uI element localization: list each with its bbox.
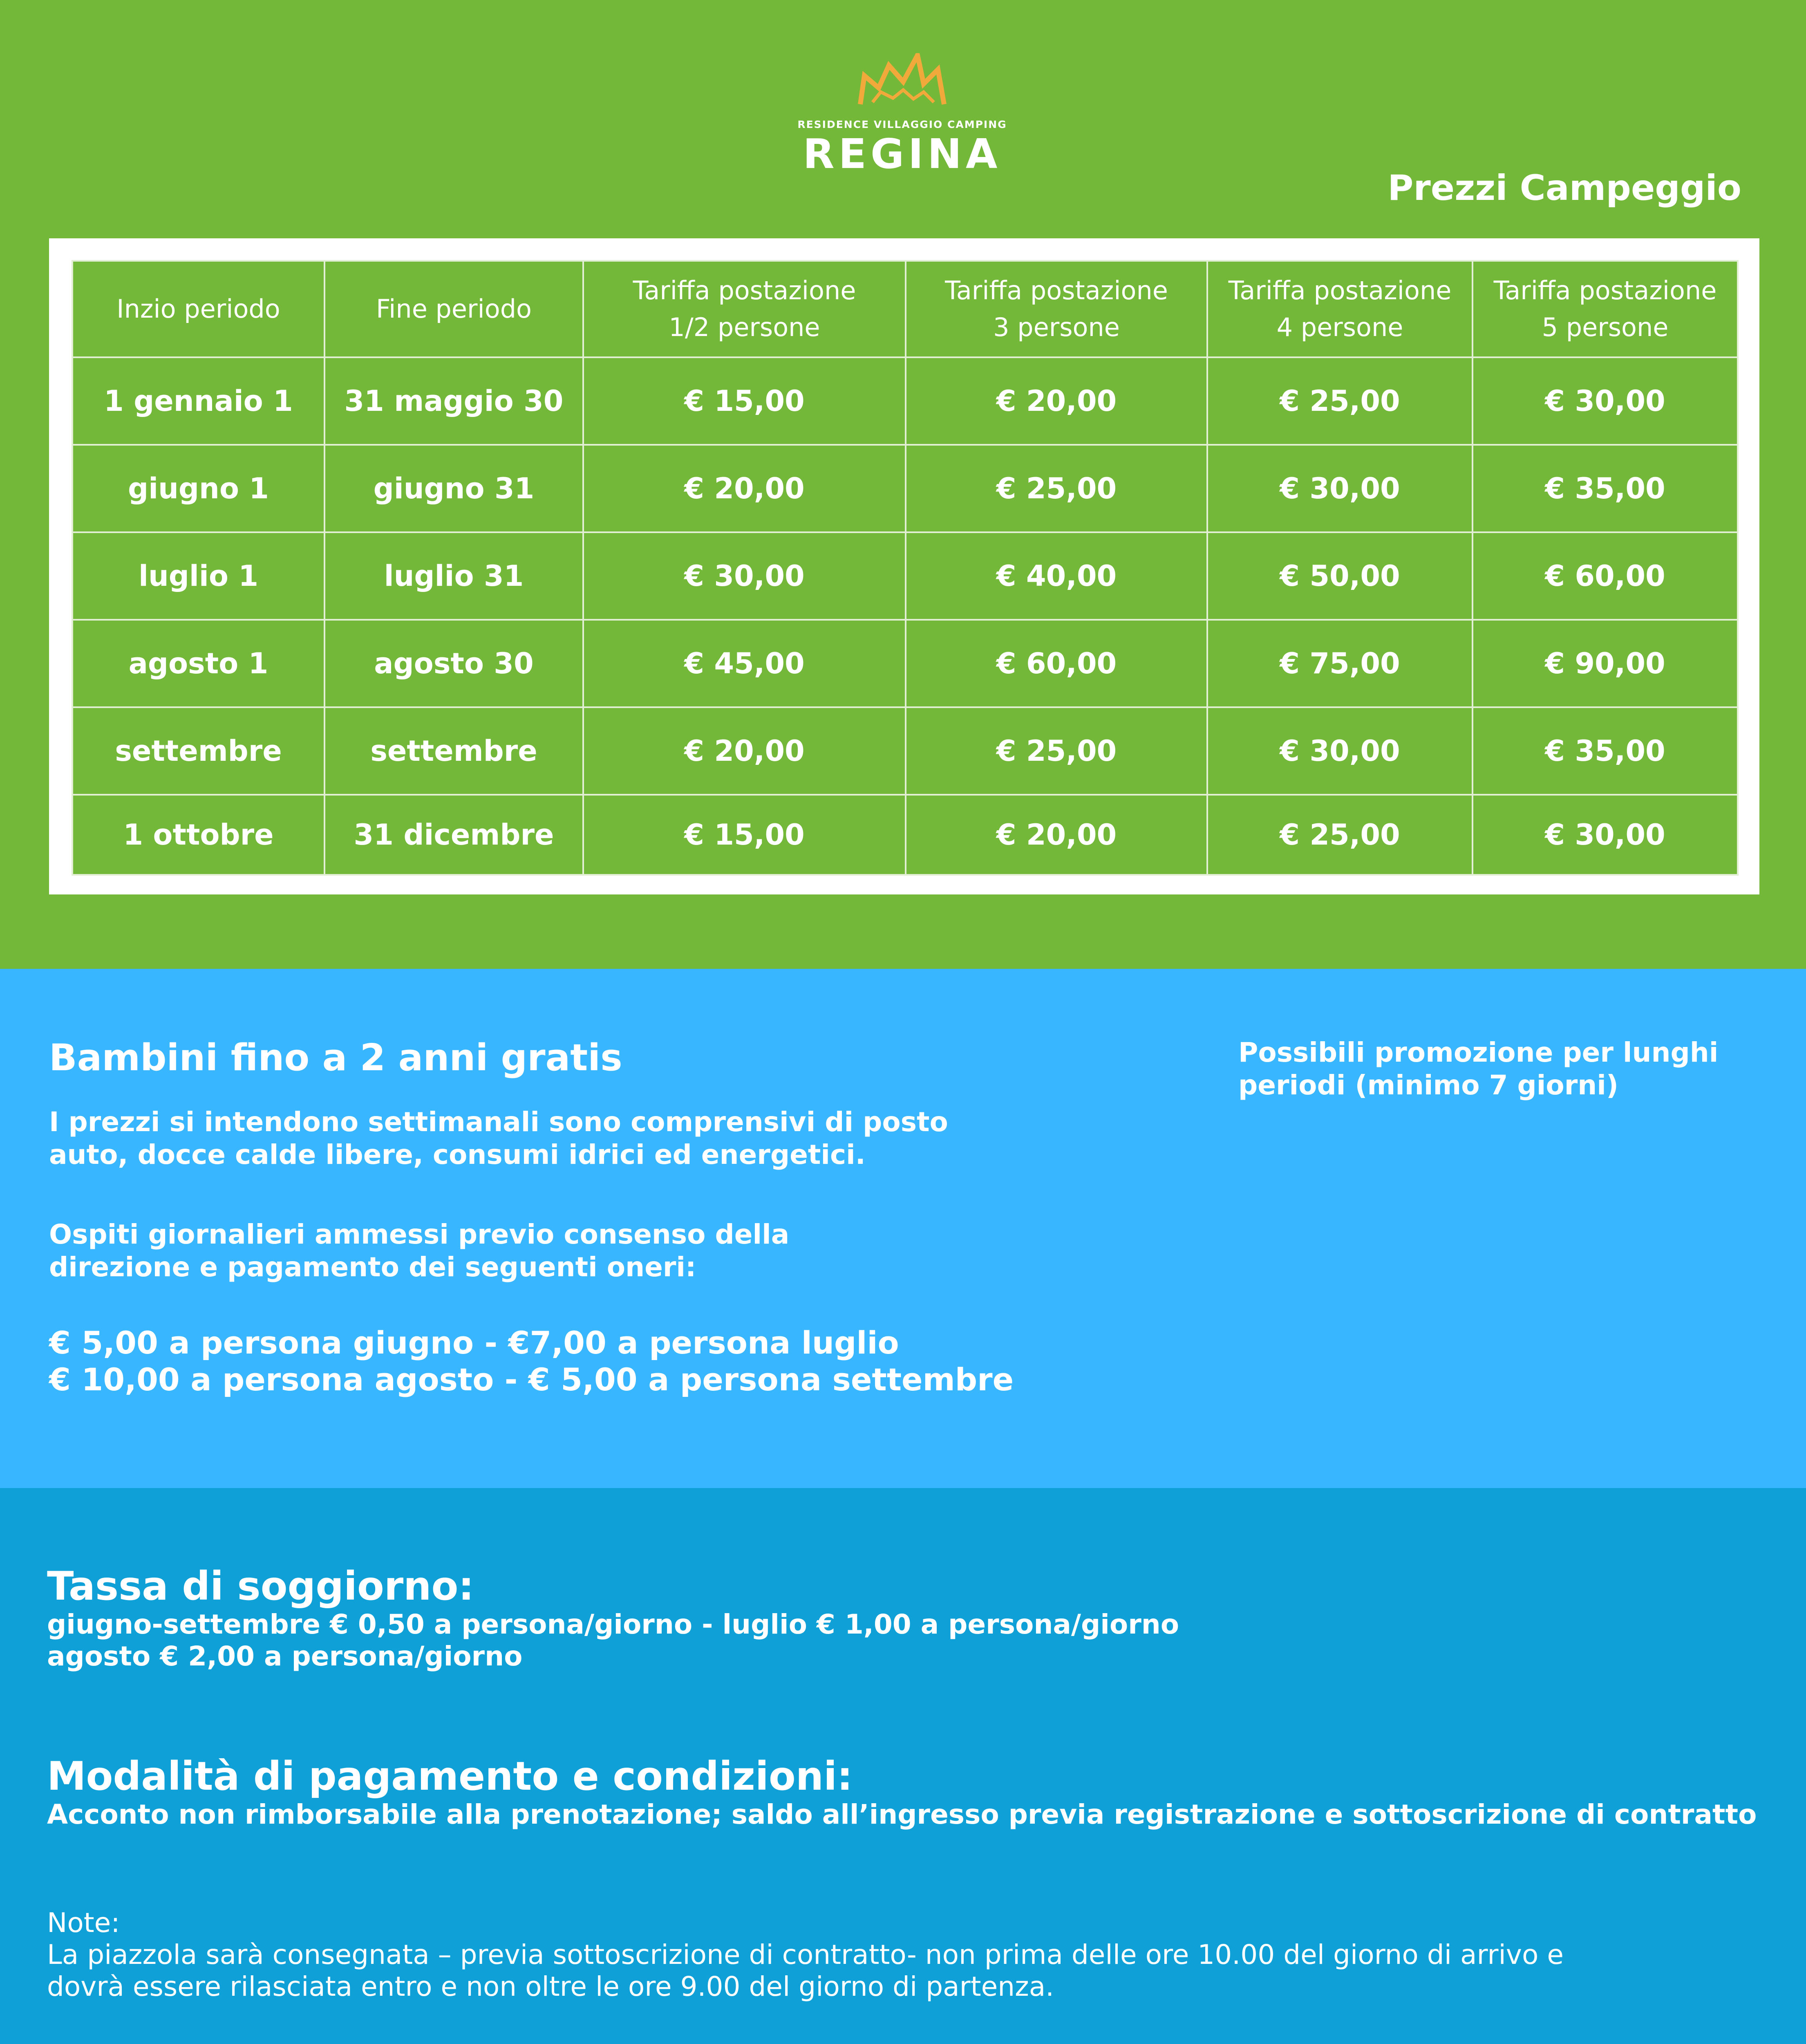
table-cell: settembre [324,707,583,795]
included-note: I prezzi si intendono settimanali sono comprensivi di posto auto, docce calde libere, consumi idrici ed energetici. [49,1106,948,1170]
header-sublabel: 5 persone [1542,312,1669,342]
table-cell: settembre [72,707,324,795]
table-cell: luglio 1 [72,532,324,620]
table-cell: luglio 31 [324,532,583,620]
table-cell: € 30,00 [1473,795,1738,875]
table-cell: 1 ottobre [72,795,324,875]
table-cell: € 35,00 [1473,707,1738,795]
table-row [72,357,1738,445]
table-row [72,620,1738,707]
table-cell: € 35,00 [1473,445,1738,532]
table-cell: € 40,00 [906,532,1207,620]
table-cell: 31 dicembre [324,795,583,875]
table-cell: € 20,00 [583,445,906,532]
kids-free-note: Bambini fino a 2 anni gratis [49,1036,622,1079]
table-cell: € 25,00 [1207,357,1473,445]
price-table [72,260,1739,876]
table-cell: € 30,00 [583,532,906,620]
header-label: Tariffa postazione [1228,276,1452,305]
table-row [72,795,1738,875]
table-cell: € 30,00 [1207,707,1473,795]
notes-line: dovrà essere rilasciata entro e non oltre le ore 9.00 del giorno di partenza. [47,1971,1054,2002]
guest-fee-line: € 5,00 a persona giugno - €7,00 a persona luglio [49,1325,899,1361]
header-sublabel: 3 persone [993,312,1120,342]
payment-heading: Modalità di pagamento e condizioni: [47,1753,853,1799]
table-cell: € 30,00 [1473,357,1738,445]
guest-fees [49,1325,1112,1398]
guest-fee-line: € 10,00 a persona agosto - € 5,00 a persona settembre [49,1361,1014,1398]
tax-line: agosto € 2,00 a persona/giorno [47,1641,523,1672]
regina-logo [774,53,1030,176]
notes [47,1907,1763,2003]
table-row [72,707,1738,795]
table-cell: € 60,00 [906,620,1207,707]
header-label: Tariffa postazione [1493,276,1717,305]
table-cell: agosto 1 [72,620,324,707]
header-end-period [324,261,583,357]
tax-heading: Tassa di soggiorno: [47,1563,474,1609]
header-label: Fine periodo [376,294,532,324]
notes-line: La piazzola sarà consegnata – previa sottoscrizione di contratto- non prima delle ore 10.00 del giorno di arrivo e [47,1939,1564,1970]
table-cell: € 90,00 [1473,620,1738,707]
table-cell: € 25,00 [1207,795,1473,875]
table-cell: € 15,00 [583,357,906,445]
header-sublabel: 1/2 persone [669,312,820,342]
table-header-row [72,261,1738,357]
table-cell: € 20,00 [906,357,1207,445]
table-cell: 1 gennaio 1 [72,357,324,445]
table-cell: € 15,00 [583,795,906,875]
table-cell: agosto 30 [324,620,583,707]
table-cell: € 25,00 [906,707,1207,795]
crown-icon [856,53,950,108]
promo-note: Possibili promozione per lunghi periodi (minimo 7 giorni) [1238,1037,1719,1101]
tax-line: giugno-settembre € 0,50 a persona/giorno - luglio € 1,00 a persona/giorno [47,1609,1179,1640]
payment-terms [47,1754,1784,1831]
table-cell: giugno 1 [72,445,324,532]
table-cell: 31 maggio 30 [324,357,583,445]
price-table-frame [49,238,1759,894]
header-rate-1-2 [583,261,906,357]
logo-name: REGINA [803,130,1002,178]
table-cell: € 20,00 [583,707,906,795]
table-row [72,445,1738,532]
table-cell: € 60,00 [1473,532,1738,620]
header-label: Tariffa postazione [945,276,1168,305]
header-label: Inzio periodo [116,294,280,324]
table-cell: € 25,00 [906,445,1207,532]
table-cell: giugno 31 [324,445,583,532]
logo-subtitle: RESIDENCE VILLAGGIO CAMPING [797,119,1007,130]
table-cell: € 30,00 [1207,445,1473,532]
guests-note: Ospiti giornalieri ammessi previo consenso della direzione e pagamento dei seguenti oneri: [49,1219,790,1283]
header-label: Tariffa postazione [633,276,856,305]
header-sublabel: 4 persone [1276,312,1403,342]
table-cell: € 50,00 [1207,532,1473,620]
table-cell: € 20,00 [906,795,1207,875]
header-rate-5 [1473,261,1738,357]
table-cell: € 75,00 [1207,620,1473,707]
header-rate-4 [1207,261,1473,357]
table-row [72,532,1738,620]
notes-label: Note: [47,1907,120,1939]
tourist-tax [47,1564,1763,1672]
header-rate-3 [906,261,1207,357]
payment-text: Acconto non rimborsabile alla prenotazione; saldo all’ingresso previa registrazione e sottoscrizione di contratto [47,1799,1757,1830]
table-cell: € 45,00 [583,620,906,707]
header-start-period [72,261,324,357]
page-title: Prezzi Campeggio [1388,168,1741,208]
